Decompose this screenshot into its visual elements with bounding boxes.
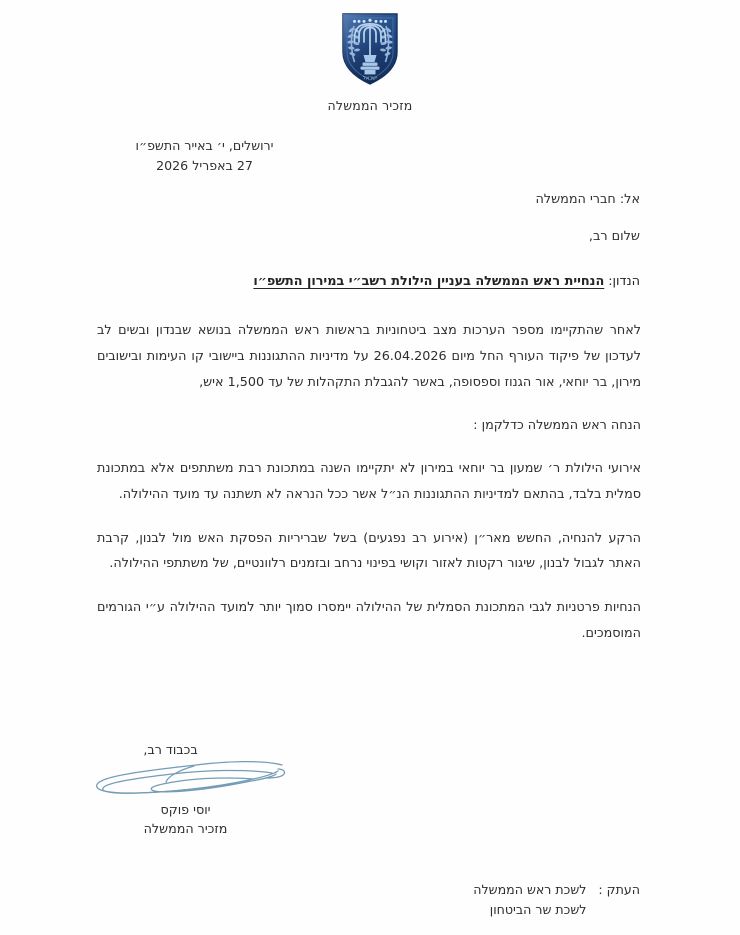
letterhead <box>0 8 740 113</box>
cc-block <box>473 880 640 919</box>
cc-recipient: לשכת ראש הממשלה <box>473 882 587 897</box>
body-paragraph-5: הנחיות פרטניות לגבי המתכונת הסמלית של ההילולה יימסרו סמוך יותר למועד ההילולה ע״י הגורמים המוסמכים. <box>97 600 641 641</box>
subject-value: הנחיית ראש הממשלה בעניין הילולת רשב״י במירון התשפ״ו <box>253 274 605 289</box>
cc-recipient-list <box>473 880 586 919</box>
body-paragraph-1: לאחר שהתקיימו מספר הערכות מצב ביטחוניות בראשות ראש הממשלה בנושא שבנדון ובשים לב לעדכון של פיקוד העורף החל מיום 26.04.2026 על מדיניות ההתגוננות ביישובי קו העימות ובישובים מירון, בר יוחאי, אור הגנוז וספסופה, באשר להגבלת התקהלות של עד 1,500 איש, <box>97 323 641 390</box>
hebrew-date: ירושלים, י׳ באייר התשפ״ו <box>135 138 274 153</box>
signatory-title: מזכיר הממשלה <box>143 821 228 837</box>
svg-text:ישראל: ישראל <box>362 75 378 82</box>
handwritten-signature-icon <box>76 757 301 799</box>
body-paragraph-2: הנחה ראש הממשלה כדלקמן : <box>473 418 641 434</box>
israel-state-emblem-menorah-icon <box>333 8 407 88</box>
addressee-line: אל: חברי הממשלה <box>535 192 640 207</box>
cc-recipient: לשכת שר הביטחון <box>489 901 587 917</box>
body-paragraph-4: הרקע להנחיה, החשש מאר״ן (אירוע רב נפגעים) בשל שבריריות הפסקת האש מול לבנון, קרבת האתר לגבול לבנון, שיגור רקטות לאזור וקושי בפינוי נרחב ובזמנים רלוונטיים, של משתתפי ההילולה. <box>97 530 641 572</box>
subject-line <box>97 274 640 289</box>
signature-block <box>76 742 301 838</box>
date-block <box>97 136 312 175</box>
letterhead-caption: מזכיר הממשלה <box>327 98 413 113</box>
subject-label: הנדון: <box>608 274 640 289</box>
salutation-line: שלום רב, <box>588 229 640 244</box>
body-paragraph-3: אירועי הילולת ר׳ שמעון בר יוחאי במירון לא יתקיימו השנה במתכונת רבת משתתפים אלא במתכונת סמלית בלבד, בהתאם למדיניות ההתגוננות הנ״ל אשר ככל הנראה לא תשתנה עד מועד ההילולה. <box>97 461 641 502</box>
signatory-name: יוסי פוקס <box>160 802 211 817</box>
gregorian-date: 27 באפריל 2026 <box>156 157 253 173</box>
closing-regards: בכבוד רב, <box>143 742 198 757</box>
document-body <box>97 318 641 665</box>
cc-label: העתק : <box>598 882 640 897</box>
